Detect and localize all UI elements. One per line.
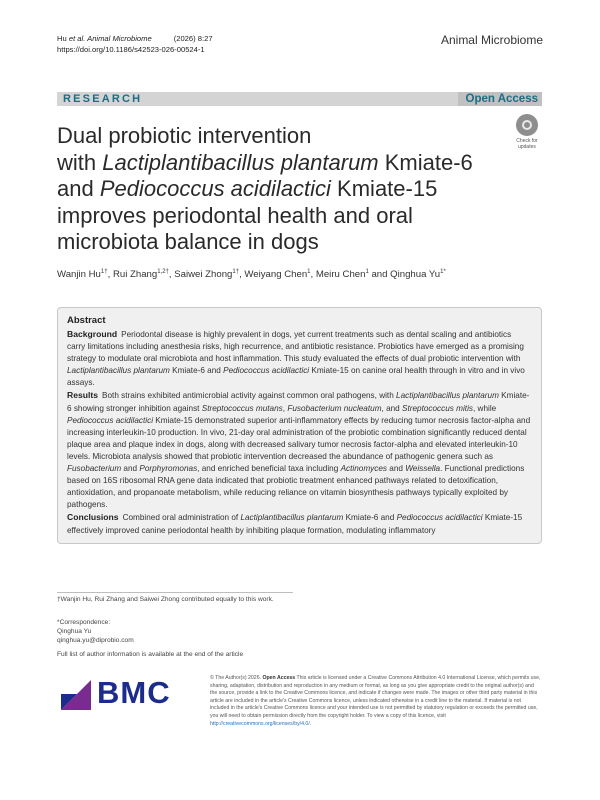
license-open-access: Open Access bbox=[262, 675, 296, 681]
abstract-background: Background Periodontal disease is highly prevalent in dogs, yet current treatments such as dental scaling and antibiotics carry limitations including anesthesia risks, high recurrence, and antibiotic resistance. Probiotics have emerged as a promising strategy to modulate oral microbiota and host inflammation. This study evaluated the effects of dual probiotic intervention with Lactiplantibacillus plantarum Kmiate-6 and Pediococcus acidilactici Kmiate-15 on canine oral health through in vitro and in vivo assays. bbox=[67, 329, 525, 388]
author-info-note: Full list of author information is available at the end of the article bbox=[57, 651, 244, 658]
title-line-3-prefix: and bbox=[57, 176, 100, 201]
author-name[interactable]: Wanjin Hu bbox=[57, 269, 101, 281]
author-affiliation: 1† bbox=[100, 269, 108, 275]
author-name[interactable]: Saiwei Zhong bbox=[174, 269, 233, 281]
author-affiliation: 1* bbox=[440, 269, 446, 275]
author-name[interactable]: Rui Zhang bbox=[112, 269, 158, 281]
author-affiliation: 1† bbox=[232, 269, 240, 275]
title-species-2: Pediococcus acidilactici bbox=[99, 176, 331, 201]
header-journal: et al. Animal Microbiome bbox=[68, 34, 152, 43]
author-name[interactable]: Weiyang Chen bbox=[244, 269, 308, 281]
authors-and: and bbox=[371, 269, 388, 281]
license-text: © The Author(s) 2026. Open Access This article is licensed under a Creative Commons Attribution 4.0 International License, which permits use, sharing, adaptation, distribution and reproduction in any medium or format, as long as you give appropriate credit to the original author(s) and the source, provide a link to the Creative Commons licence, and indicate if changes were made. The images or other third party material in this article are included in the article's Creative Commons licence, unless indicated otherwise in a credit line to the material. If material is not included in the article's Creative Commons licence and your intended use is not permitted by statutory regulation or exceeds the permitted use, you will need to obtain permission directly from the copyright holder. To view a copy of this licence, visit http://creativecommons.org/licenses/by/4.0/. bbox=[210, 675, 541, 727]
abstract-box bbox=[57, 307, 542, 544]
title-line-2-suffix: Kmiate-6 bbox=[378, 149, 473, 175]
correspondence-email[interactable]: qinghua.yu@diprobio.com bbox=[57, 637, 134, 644]
bmc-logo-text: BMC bbox=[97, 675, 171, 710]
journal-name: Animal Microbiome bbox=[440, 33, 543, 47]
footnote-equal-contribution: †Wanjin Hu, Rui Zhang and Saiwei Zhong contributed equally to this work. bbox=[57, 596, 274, 603]
author-affiliation: 1 bbox=[365, 269, 369, 275]
correspondence-name: Qinghua Yu bbox=[57, 628, 92, 635]
background-label: Background bbox=[67, 329, 118, 339]
check-for-updates-button[interactable] bbox=[512, 114, 542, 150]
footnote-divider bbox=[57, 592, 293, 593]
title-line-1: Dual probiotic intervention bbox=[57, 123, 312, 148]
section-label: RESEARCH bbox=[63, 93, 143, 105]
bmc-logo-icon bbox=[61, 680, 91, 710]
author-name[interactable]: Meiru Chen bbox=[315, 269, 366, 281]
section-banner bbox=[57, 92, 542, 106]
article-title bbox=[57, 123, 487, 256]
check-updates-line2: updates bbox=[518, 144, 536, 150]
results-label: Results bbox=[67, 390, 99, 401]
title-line-2-prefix: with bbox=[57, 149, 103, 175]
conclusions-label: Conclusions bbox=[67, 512, 119, 523]
author-affiliation: 1 bbox=[307, 269, 311, 275]
correspondence-block bbox=[57, 618, 287, 645]
bmc-logo[interactable] bbox=[57, 673, 177, 713]
header-authors: Hu bbox=[57, 34, 67, 43]
abstract-heading: Abstract bbox=[67, 315, 106, 326]
title-line-5: microbiota balance in dogs bbox=[57, 229, 319, 254]
check-updates-line1: Check for bbox=[516, 138, 538, 144]
title-line-4: improves periodontal health and oral bbox=[57, 202, 413, 228]
citation-header bbox=[57, 33, 213, 55]
author-affiliation: 1,2† bbox=[157, 269, 169, 275]
license-url-link[interactable]: http://creativecommons.org/licenses/by/4.0/ bbox=[210, 720, 310, 727]
correspondence-label: *Correspondence: bbox=[57, 619, 111, 626]
header-year-volume: (2026) 8:27 bbox=[173, 34, 213, 43]
author-list: Wanjin $Hu^{1\dagger}$, Rui Zhang$^{1,2\dagger}$, Saiwei Zhong$^{1\dagger}$, Weiyang Chen$^1$, Meiru Chen$^1$ and Qinghua $Yu^{1*}$ bbox=[57, 269, 446, 281]
abstract-results: Results Both strains exhibited antimicrobial activity against common oral pathogens, with Lactiplantibacillus plantarum Kmiate-6 showing stronger inhibition against Streptococcus mutans, Fusobacterium nucleatum, and Streptococcus mitis, while Pediococcus acidilactici Kmiate-15 demonstrated superior anti-inflammatory effects by reducing tumor necrosis factor-alpha and increasing interleukin-10 production. In vivo, 21-day oral administration of the probiotic combination significantly reduced dental plaque area and plaque index in dogs, along with decreased salivary tumor necrosis factor-alpha and elevated interleukin-10 levels. Microbiota analysis showed that probiotic intervention decreased the abundance of pathogenic genera such as Fusobacterium and Porphyromonas, and enriched beneficial taxa including Actinomyces and Weissella. Functional predictions based on 16S ribosomal RNA gene data indicated that probiotic treatment enhanced pathways related to detoxification, antioxidation, and propanoate metabolism, while reducing reliance on vitamin biosynthesis pathways typically exploited by pathogens. bbox=[67, 390, 531, 510]
author-name[interactable]: Qinghua Yu bbox=[390, 269, 441, 281]
title-species-1: Lactiplantibacillus plantarum bbox=[102, 149, 379, 175]
doi-link[interactable]: https://doi.org/10.1186/s42523-026-00524-1 bbox=[57, 45, 205, 54]
abstract-conclusions: Conclusions Combined oral administration of Lactiplantibacillus plantarum Kmiate-6 and Pediococcus acidilactici Kmiate-15 effectively improved canine periodontal health by inhibiting plaque formation, modulating inflammatory bbox=[67, 512, 523, 535]
title-line-3-suffix: Kmiate-15 bbox=[330, 176, 438, 201]
check-updates-icon bbox=[516, 114, 538, 136]
open-access-badge: Open Access bbox=[458, 92, 542, 106]
